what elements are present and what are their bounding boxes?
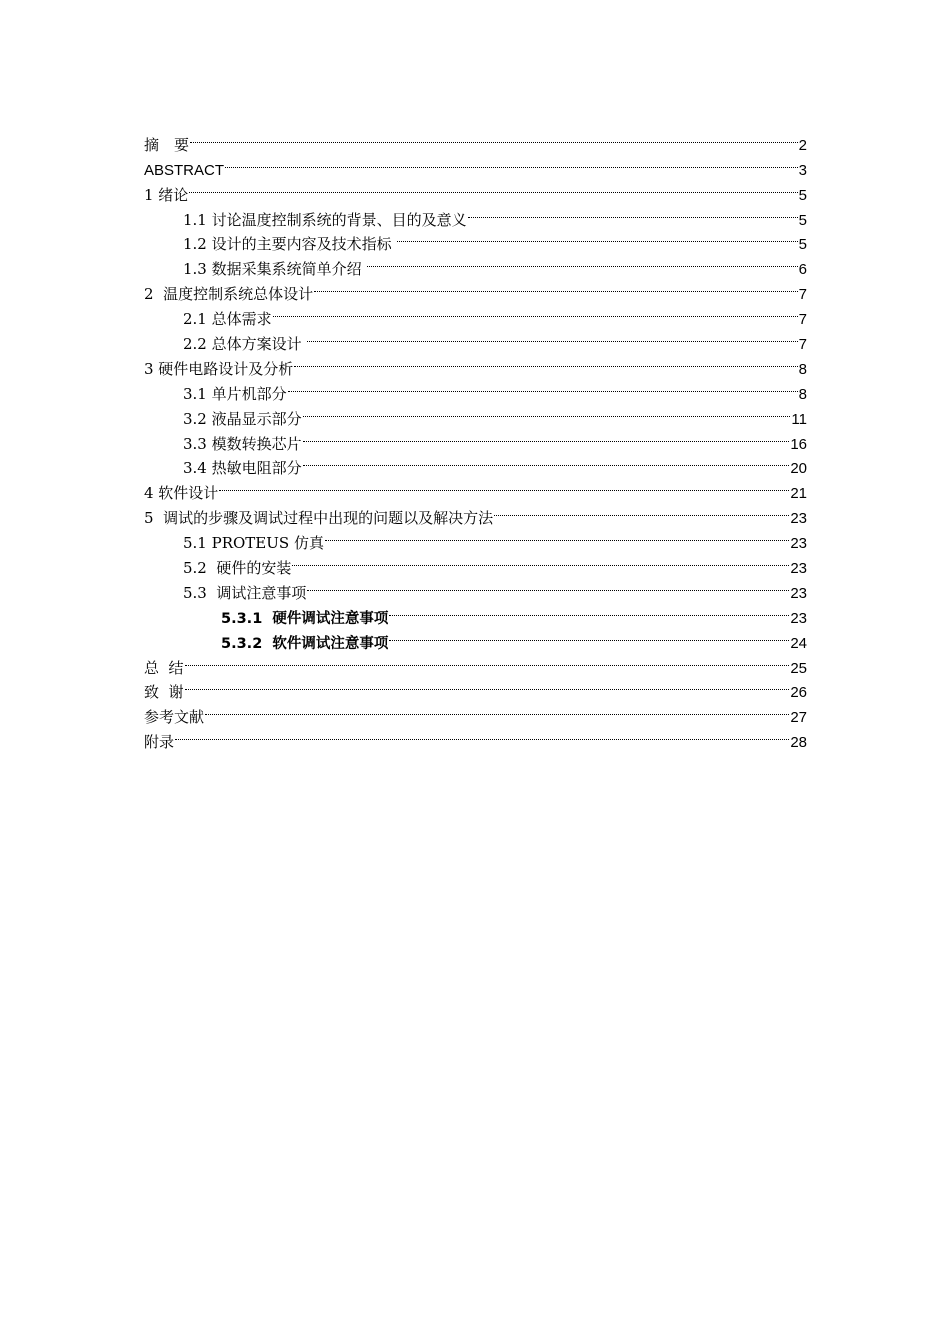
toc-leader-dots: [225, 150, 798, 175]
toc-leader-dots: [175, 722, 789, 747]
toc-entry[interactable]: [144, 722, 807, 752]
toc-entry-title: ABSTRACT: [144, 161, 225, 179]
toc-leader-dots: [288, 374, 798, 399]
toc-entry-title: 3.4 热敏电阻部分: [183, 459, 302, 478]
toc-entry[interactable]: [144, 125, 807, 154]
toc-leader-dots: [468, 200, 798, 225]
toc-entry-title: 致 谢: [144, 683, 184, 702]
toc-entry-page: 5: [798, 236, 807, 254]
toc-entry-title: 5.1 PROTEUS 仿真: [183, 534, 324, 553]
toc-entry[interactable]: [144, 498, 807, 528]
toc-entry-page: 24: [790, 634, 807, 652]
toc-entry-page: 23: [790, 535, 807, 553]
toc-entry-page: 8: [798, 385, 807, 403]
toc-entry-page: 23: [790, 584, 807, 602]
toc-entry-page: 23: [790, 609, 807, 627]
toc-leader-dots: [303, 424, 790, 449]
toc-entry-page: 21: [790, 485, 807, 503]
toc-leader-dots: [397, 225, 797, 250]
toc-leader-dots: [190, 125, 798, 150]
toc-entry[interactable]: [144, 150, 807, 179]
toc-entry-page: 3: [798, 161, 807, 179]
toc-entry-page: 23: [790, 560, 807, 578]
toc-entry-title: 2.2 总体方案设计: [183, 335, 307, 354]
toc-entry-page: 7: [798, 311, 807, 329]
toc-entry-title: 摘 要: [144, 135, 190, 154]
toc-leader-dots: [205, 697, 789, 722]
toc-leader-dots: [307, 573, 789, 598]
toc-entry[interactable]: [144, 200, 807, 229]
toc-entry-page: 11: [791, 410, 807, 428]
toc-entry-title: 附录: [144, 733, 175, 752]
toc-entry-page: 26: [790, 684, 807, 702]
toc-leader-dots: [185, 648, 790, 673]
toc-leader-dots: [367, 249, 797, 274]
toc-entry[interactable]: [144, 175, 807, 204]
toc-leader-dots: [294, 349, 797, 374]
toc-entry-page: 7: [798, 286, 807, 304]
toc-entry-title: 5.2 硬件的安装: [183, 559, 292, 578]
toc-leader-dots: [307, 324, 797, 349]
toc-entry-title: 3.3 模数转换芯片: [183, 434, 302, 453]
toc-entry[interactable]: [144, 473, 807, 503]
toc-leader-dots: [325, 523, 789, 548]
toc-leader-dots: [273, 299, 798, 324]
toc-entry[interactable]: [144, 673, 807, 702]
toc-entry-title: 总 结: [144, 658, 184, 677]
toc-entry-title: 参考文献: [144, 708, 205, 727]
toc-entry-page: 25: [790, 659, 807, 677]
toc-entry-title: 5.3 调试注意事项: [183, 583, 307, 602]
toc-entry-page: 5: [798, 186, 807, 204]
toc-entry-page: 23: [790, 510, 807, 528]
toc-leader-dots: [303, 449, 790, 474]
toc-entry-page: 2: [798, 136, 807, 154]
toc-entry-page: 16: [790, 435, 807, 453]
toc-entry[interactable]: [144, 697, 807, 727]
toc-leader-dots: [189, 175, 797, 200]
toc-entry[interactable]: [144, 648, 807, 677]
toc-entry-page: 6: [798, 261, 807, 279]
toc-entry-title: 1.1 讨论温度控制系统的背景、目的及意义: [183, 210, 467, 229]
toc-leader-dots: [389, 598, 789, 623]
toc-entry-page: 7: [798, 336, 807, 354]
toc-entry-page: 28: [790, 734, 807, 752]
toc-leader-dots: [314, 274, 798, 299]
toc-entry-page: 27: [790, 709, 807, 727]
toc-entry-title: 4 软件设计: [144, 484, 219, 503]
toc-leader-dots: [185, 673, 790, 698]
toc-entry-title: 1.2 设计的主要内容及技术指标: [183, 235, 397, 254]
toc-entry-title: 2 温度控制系统总体设计: [144, 285, 314, 304]
table-of-contents: [144, 125, 807, 752]
toc-entry-page: 8: [798, 360, 807, 378]
toc-entry-title: 3.1 单片机部分: [183, 384, 287, 403]
toc-entry-page: 20: [790, 460, 807, 478]
toc-entry-title: 5.3.1 硬件调试注意事项: [221, 610, 389, 627]
toc-entry-title: 1 绪论: [144, 185, 189, 204]
toc-entry-title: 2.1 总体需求: [183, 310, 272, 329]
toc-entry-title: 3.2 液晶显示部分: [183, 409, 302, 428]
toc-entry-title: 3 硬件电路设计及分析: [144, 359, 294, 378]
toc-leader-dots: [292, 548, 789, 573]
toc-leader-dots: [303, 399, 791, 424]
toc-leader-dots: [494, 498, 789, 523]
toc-entry-title: 1.3 数据采集系统简单介绍: [183, 260, 367, 279]
toc-entry-title: 5 调试的步骤及调试过程中出现的问题以及解决方法: [144, 509, 494, 528]
toc-entry-title: 5.3.2 软件调试注意事项: [221, 635, 389, 652]
toc-leader-dots: [219, 473, 789, 498]
toc-leader-dots: [389, 623, 789, 648]
toc-entry-page: 5: [798, 211, 807, 229]
